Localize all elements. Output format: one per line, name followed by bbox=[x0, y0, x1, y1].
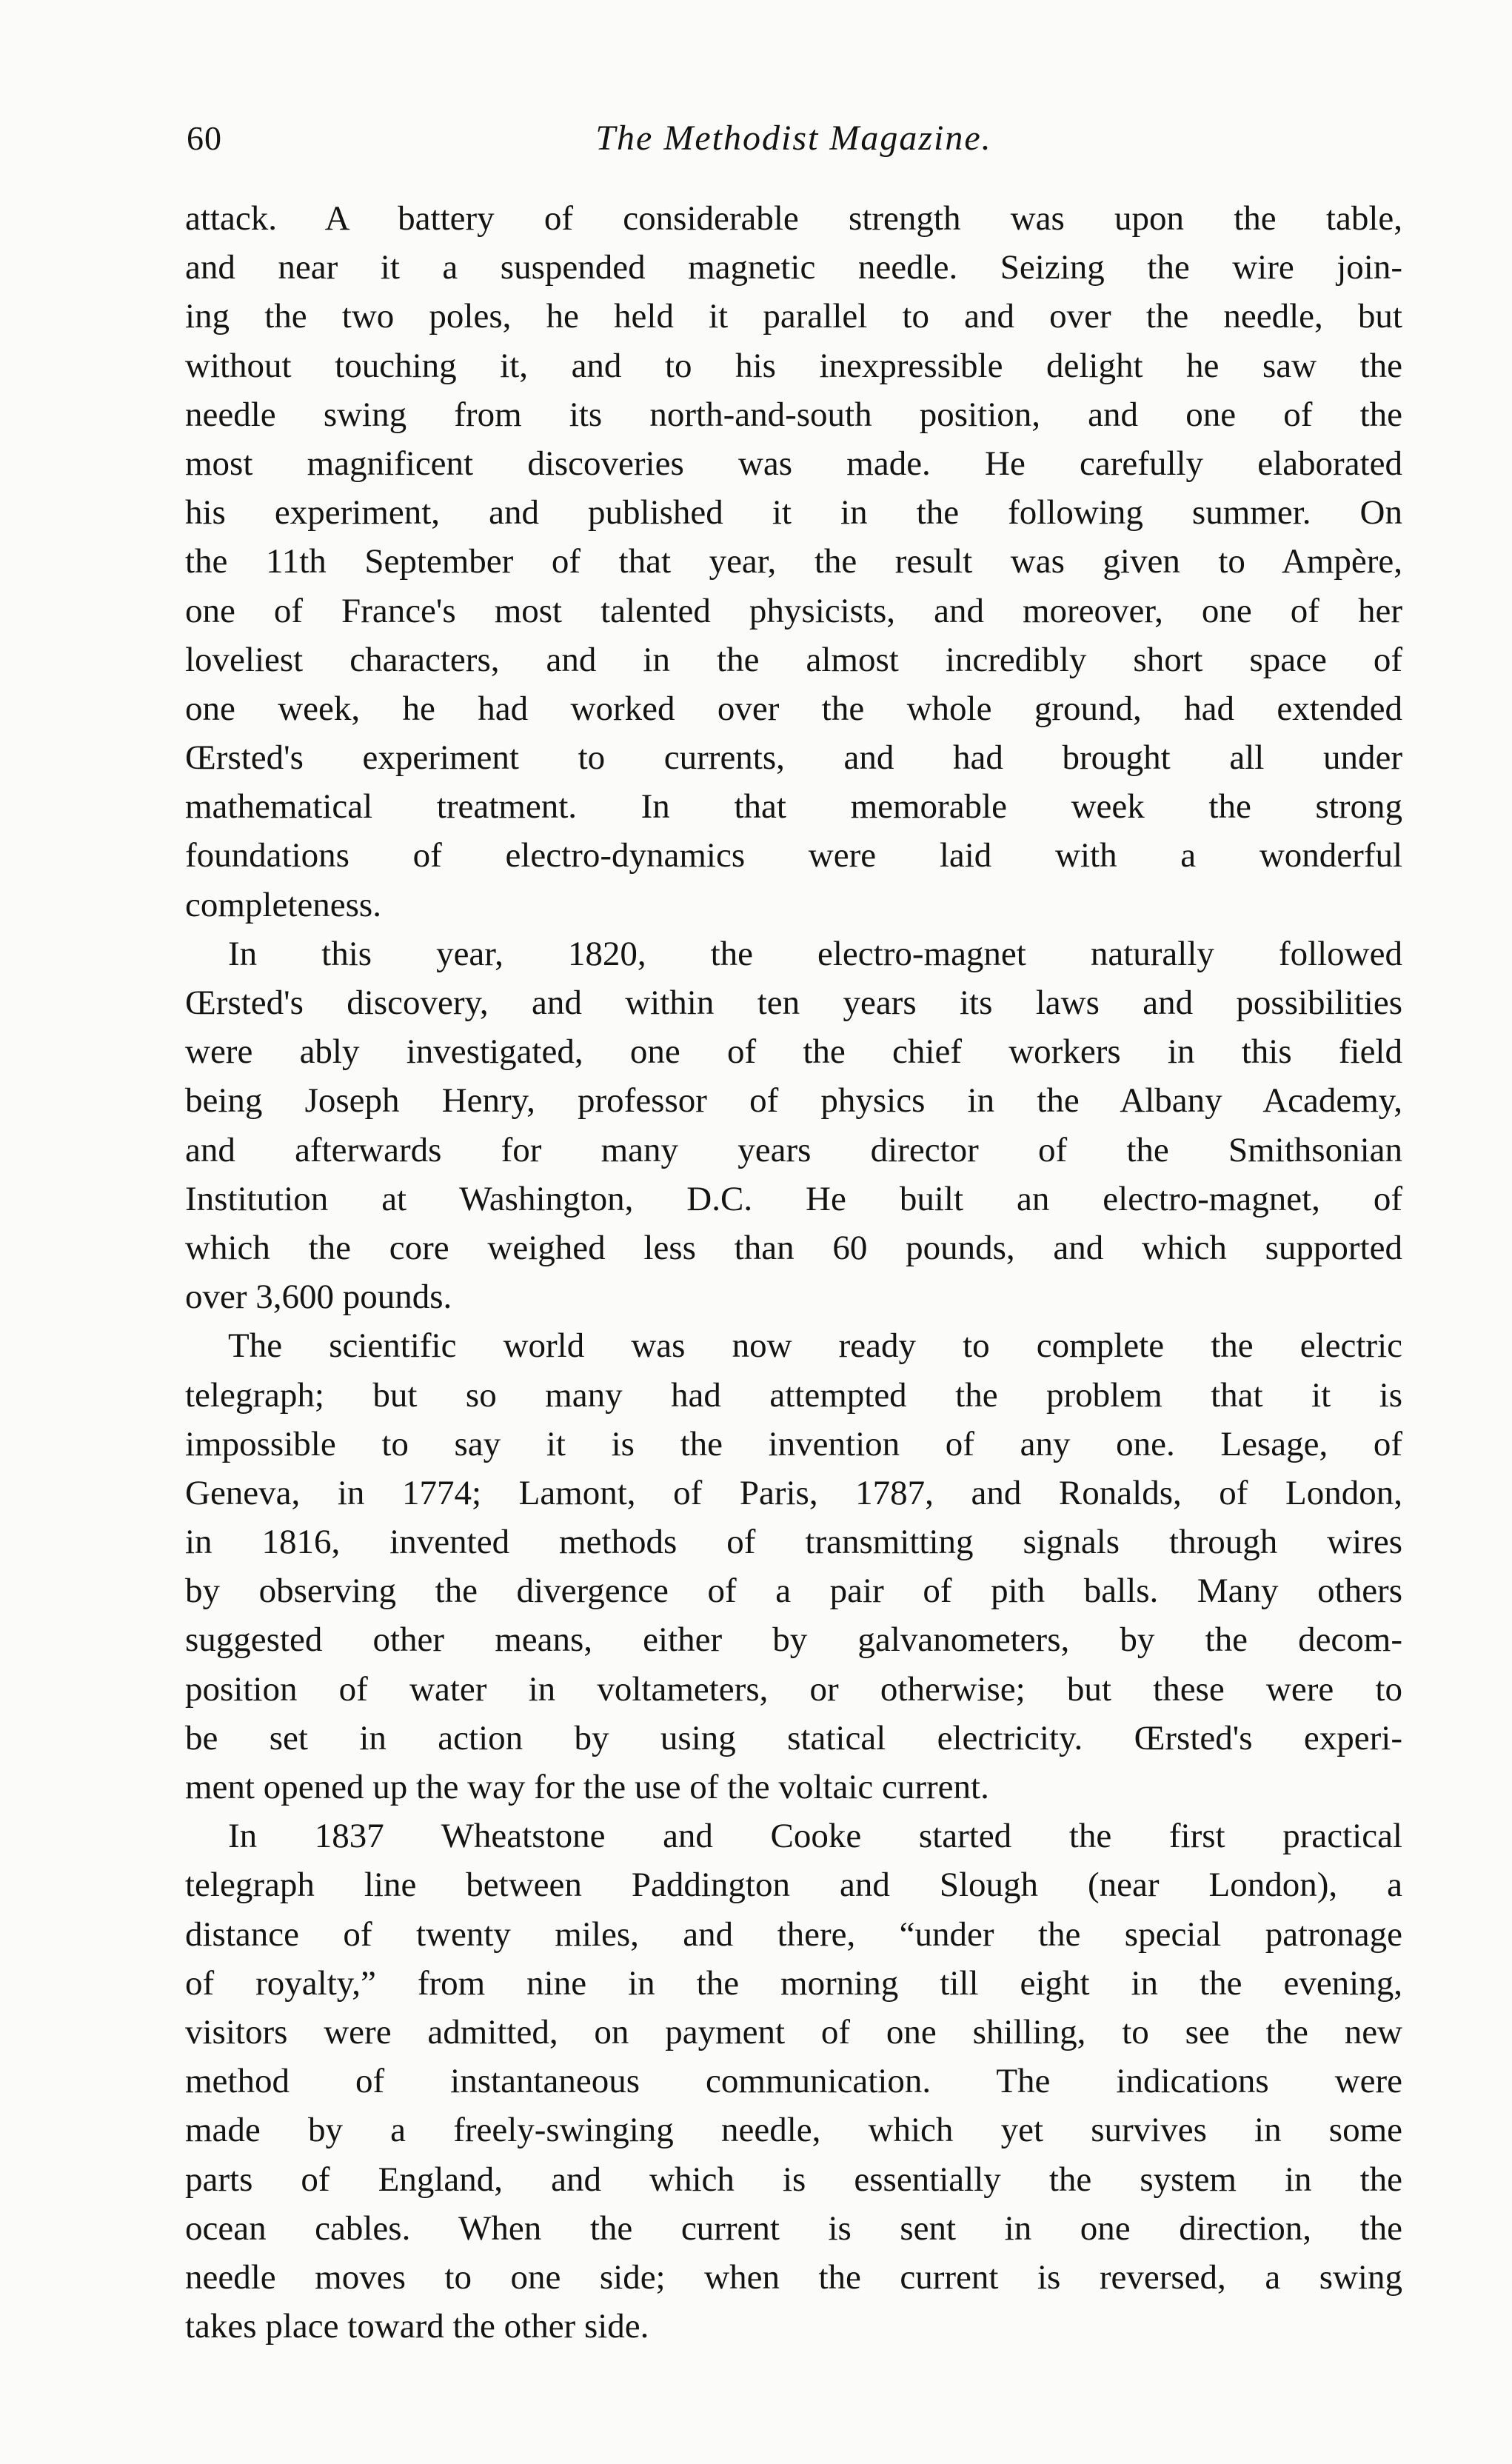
text-line: foundations of electro-dynamics were laid with a wonderful bbox=[185, 836, 1402, 875]
text-line: and near it a suspended magnetic needle. Seizing the wire join- bbox=[185, 248, 1402, 287]
text-line: ing the two poles, he held it parallel to and over the needle, but bbox=[185, 297, 1402, 336]
text-line: ocean cables. When the current is sent in one direction, the bbox=[185, 2208, 1402, 2248]
body-text bbox=[185, 194, 1402, 2351]
text-line: Œrsted's discovery, and within ten years its laws and possibilities bbox=[185, 984, 1402, 1022]
text-line: in 1816, invented methods of transmitting signals through wires bbox=[185, 1523, 1402, 1562]
text-line: parts of England, and which is essentially the system in the bbox=[185, 2160, 1402, 2199]
text-line: without touching it, and to his inexpressible delight he saw the bbox=[185, 346, 1402, 385]
text-line: over 3,600 pounds. bbox=[185, 1278, 452, 1317]
text-line: the 11th September of that year, the result was given to Ampère, bbox=[185, 542, 1402, 581]
text-line: attack. A battery of considerable strength was upon the table, bbox=[185, 199, 1402, 238]
text-line: Œrsted's experiment to currents, and had brought all under bbox=[185, 738, 1402, 778]
text-line: made by a freely-swinging needle, which yet survives in some bbox=[185, 2111, 1402, 2150]
text-line: one of France's most talented physicists, and moreover, one of her bbox=[185, 591, 1402, 630]
text-line: his experiment, and published it in the following summer. On bbox=[185, 493, 1402, 532]
text-line: needle moves to one side; when the current is reversed, a swing bbox=[185, 2257, 1402, 2297]
text-line: impossible to say it is the invention of any one. Lesage, of bbox=[185, 1424, 1402, 1463]
text-line: takes place toward the other side. bbox=[185, 2307, 649, 2346]
text-line: mathematical treatment. In that memorable week the strong bbox=[185, 787, 1402, 827]
text-line: telegraph; but so many had attempted the problem that it is bbox=[185, 1375, 1402, 1415]
text-line: In 1837 Wheatstone and Cooke started the first practical bbox=[228, 1817, 1402, 1856]
text-line: being Joseph Henry, professor of physics in the Albany Academy, bbox=[185, 1081, 1402, 1121]
text-line: which the core weighed less than 60 pounds, and which supported bbox=[185, 1228, 1402, 1267]
text-line: by observing the divergence of a pair of pith balls. Many others bbox=[185, 1572, 1402, 1611]
text-line: were ably investigated, one of the chief workers in this field bbox=[185, 1032, 1402, 1072]
text-line: visitors were admitted, on payment of one shilling, to see the new bbox=[185, 2012, 1402, 2051]
text-line: In this year, 1820, the electro-magnet naturally followed bbox=[228, 934, 1402, 973]
text-line: telegraph line between Paddington and Slough (near London), a bbox=[185, 1866, 1402, 1905]
running-title: The Methodist Magazine. bbox=[595, 118, 992, 158]
text-line: position of water in voltameters, or otherwise; but these were to bbox=[185, 1669, 1402, 1709]
text-line: ment opened up the way for the use of the voltaic current. bbox=[185, 1768, 989, 1806]
text-line: method of instantaneous communication. The indications were bbox=[185, 2062, 1402, 2101]
text-line: loveliest characters, and in the almost incredibly short space of bbox=[185, 640, 1402, 679]
text-line: Institution at Washington, D.C. He built an electro-magnet, of bbox=[185, 1179, 1402, 1218]
text-line: distance of twenty miles, and there, “under the special patronage bbox=[185, 1914, 1402, 1954]
page-header bbox=[187, 113, 1401, 164]
text-line: and afterwards for many years director of the Smithsonian bbox=[185, 1130, 1402, 1169]
text-line: of royalty,” from nine in the morning till eight in the evening, bbox=[185, 1963, 1402, 2003]
text-line: be set in action by using statical electricity. Œrsted's experi- bbox=[185, 1718, 1402, 1757]
text-line: one week, he had worked over the whole ground, had extended bbox=[185, 689, 1402, 728]
text-line: suggested other means, either by galvanometers, by the decom- bbox=[185, 1620, 1402, 1660]
text-line: completeness. bbox=[185, 885, 381, 924]
text-line: needle swing from its north-and-south position, and one of the bbox=[185, 395, 1402, 434]
text-line: most magnificent discoveries was made. He carefully elaborated bbox=[185, 444, 1402, 483]
page-number: 60 bbox=[187, 119, 222, 157]
text-line: The scientific world was now ready to complete the electric bbox=[228, 1326, 1402, 1366]
text-line: Geneva, in 1774; Lamont, of Paris, 1787, and Ronalds, of London, bbox=[185, 1473, 1402, 1512]
